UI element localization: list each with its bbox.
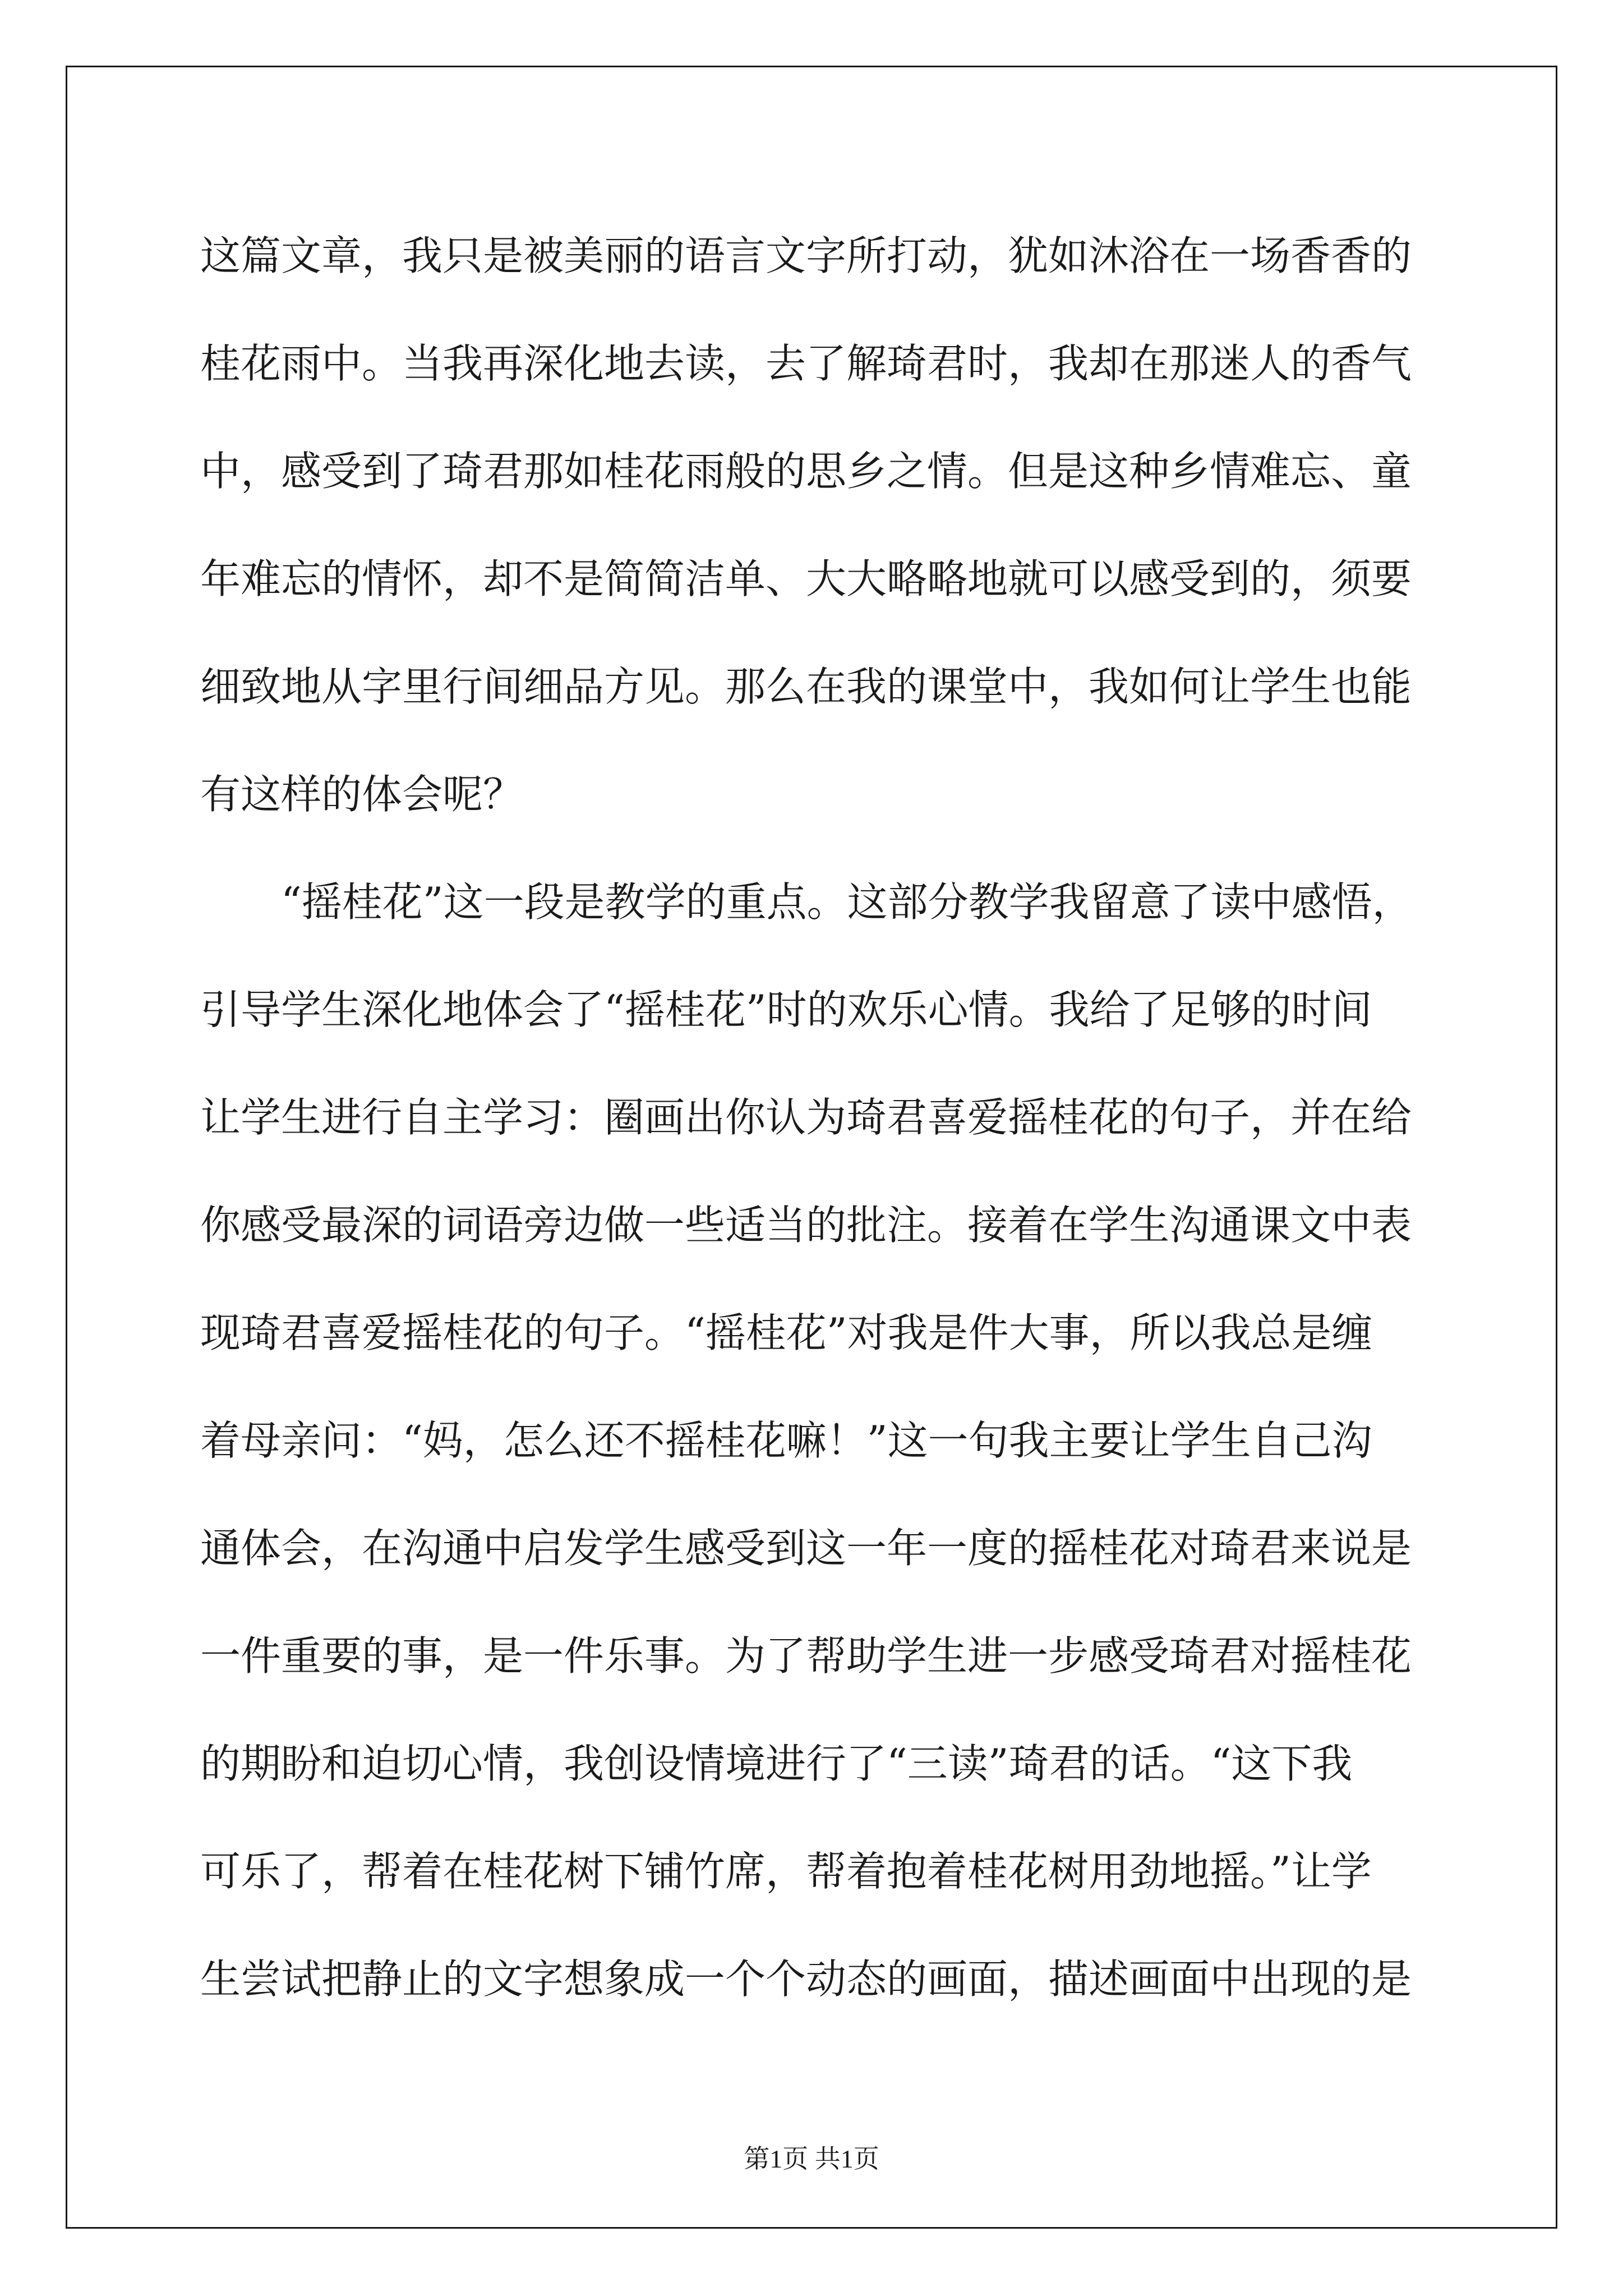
document-body — [200, 202, 1434, 2033]
text-line: 着母亲问：“妈，怎么还不摇桂花嘛！”这一句我主要让学生自己沟 — [200, 1417, 1372, 1464]
text-line: 有这样的体会呢？ — [200, 771, 524, 818]
paragraph-start-line: “摇桂花”这一段是教学的重点。这部分教学我留意了读中感悟， — [281, 878, 1413, 926]
text-line: 通体会，在沟通中启发学生感受到这一年一度的摇桂花对琦君来说是 — [200, 1525, 1412, 1572]
text-line: 可乐了，帮着在桂花树下铺竹席，帮着抱着桂花树用劲地摇。”让学 — [200, 1848, 1372, 1895]
text-line: 的期盼和迫切心情，我创设情境进行了“三读”琦君的话。“这下我 — [200, 1740, 1353, 1787]
text-line: 细致地从字里行间细品方见。那么在我的课堂中，我如何让学生也能 — [200, 663, 1412, 710]
page-footer: 第1页 共1页 — [744, 2145, 879, 2173]
text-line: 一件重要的事，是一件乐事。为了帮助学生进一步感受琦君对摇桂花 — [200, 1632, 1412, 1680]
text-line: 中，感受到了琦君那如桂花雨般的思乡之情。但是这种乡情难忘、童 — [200, 448, 1412, 495]
text-line: 让学生进行自主学习：圈画出你认为琦君喜爱摇桂花的句子，并在给 — [200, 1094, 1412, 1141]
text-line: 这篇文章，我只是被美丽的语言文字所打动，犹如沐浴在一场香香的 — [200, 232, 1412, 279]
text-line: 引导学生深化地体会了“摇桂花”时的欢乐心情。我给了足够的时间 — [200, 986, 1372, 1033]
text-line: 桂花雨中。当我再深化地去读，去了解琦君时，我却在那迷人的香气 — [200, 340, 1412, 387]
text-line: 现琦君喜爱摇桂花的句子。“摇桂花”对我是件大事，所以我总是缠 — [200, 1309, 1372, 1356]
text-line: 你感受最深的词语旁边做一些适当的批注。接着在学生沟通课文中表 — [200, 1202, 1412, 1249]
text-line: 生尝试把静止的文字想象成一个个动态的画面，描述画面中出现的是 — [200, 1955, 1412, 2003]
text-line: 年难忘的情怀，却不是简简洁单、大大略略地就可以感受到的，须要 — [200, 555, 1412, 602]
